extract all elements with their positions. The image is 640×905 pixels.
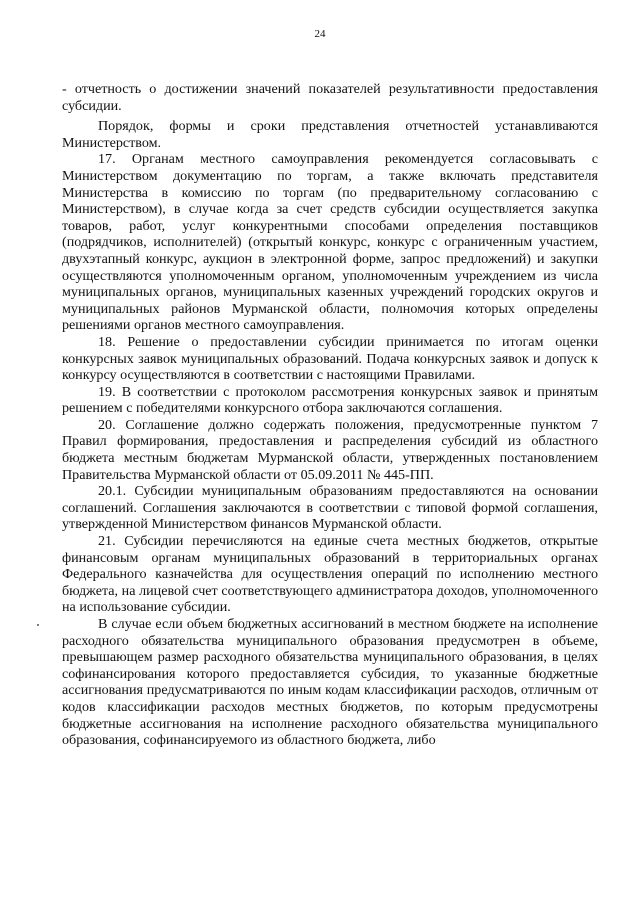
page-number: 24 [314,28,326,40]
margin-mark [37,624,39,626]
paragraph-reporting-procedure: Порядок, формы и сроки представления отчетностей устанавливаются Министерством. [62,118,598,151]
paragraph-17: 17. Органам местного самоуправления рекомендуется согласовывать с Министерством документацию по торгам, а также включать представителя Министерства в комиссию по торгам (по предварительному согласованию с Министерством), в случае когда за счет средств субсидии осуществляется закупка товаров, работ, услуг конкурентными способами определения поставщиков (подрядчиков, исполнителей) (открытый конкурс, конкурс с ограниченным участием, двухэтапный конкурс, аукцион в электронной форме, запрос предложений) и закупки осуществляются уполномоченным органом, уполномоченным учреждением из числа муниципальных органов, муниципальных казенных учреждений городских округов и муниципальных районов Мурманской области, полномочия которых определены решениями органов местного самоуправления. [62,151,598,334]
paragraph-21-continuation: В случае если объем бюджетных ассигнований в местном бюджете на исполнение расходного обязательства муниципального образования предусмотрен в объеме, превышающем размер расходного обязательства муниципального образования, в целях софинансирования которого предоставляется субсидия, то указанные бюджетные ассигнования предусматриваются по иным кодам классификации расходов, отличным от кодов классификации расходов местных бюджетов, по которым предусмотрены бюджетные ассигнования на исполнение расходного обязательства муниципального образования, софинансируемого из областного бюджета, либо [62,616,598,749]
paragraph-19: 19. В соответствии с протоколом рассмотрения конкурсных заявок и принятым решением с победителями конкурсного отбора заключаются соглашения. [62,383,598,417]
paragraph-21: 21. Субсидии перечисляются на единые счета местных бюджетов, открытые финансовым органам муниципальных образований в территориальных органах Федерального казначейства для осуществления операций по исполнению местного бюджета, на лицевой счет соответствующего администратора доходов, уполномоченного на использование субсидии. [62,533,598,616]
paragraph-reporting-item: - отчетность о достижении значений показателей результативности предоставления субсидии. [62,81,598,114]
paragraph-20: 20. Соглашение должно содержать положения, предусмотренные пунктом 7 Правил формирования, предоставления и распределения субсидий из областного бюджета местным бюджетам Мурманской области, утвержденных постановлением Правительства Мурманской области от 05.09.2011 № 445-ПП. [62,416,598,483]
paragraph-20-1: 20.1. Субсидии муниципальным образованиям предоставляются на основании соглашений. Соглашения заключаются в соответствии с типовой формой соглашения, утвержденной Министерством финансов Мурманской области. [62,483,598,533]
paragraph-18: 18. Решение о предоставлении субсидии принимается по итогам оценки конкурсных заявок муниципальных образований. Подача конкурсных заявок и допуск к конкурсу осуществляются в соответствии с настоящими Правилами. [62,333,598,384]
document-body [62,81,598,749]
